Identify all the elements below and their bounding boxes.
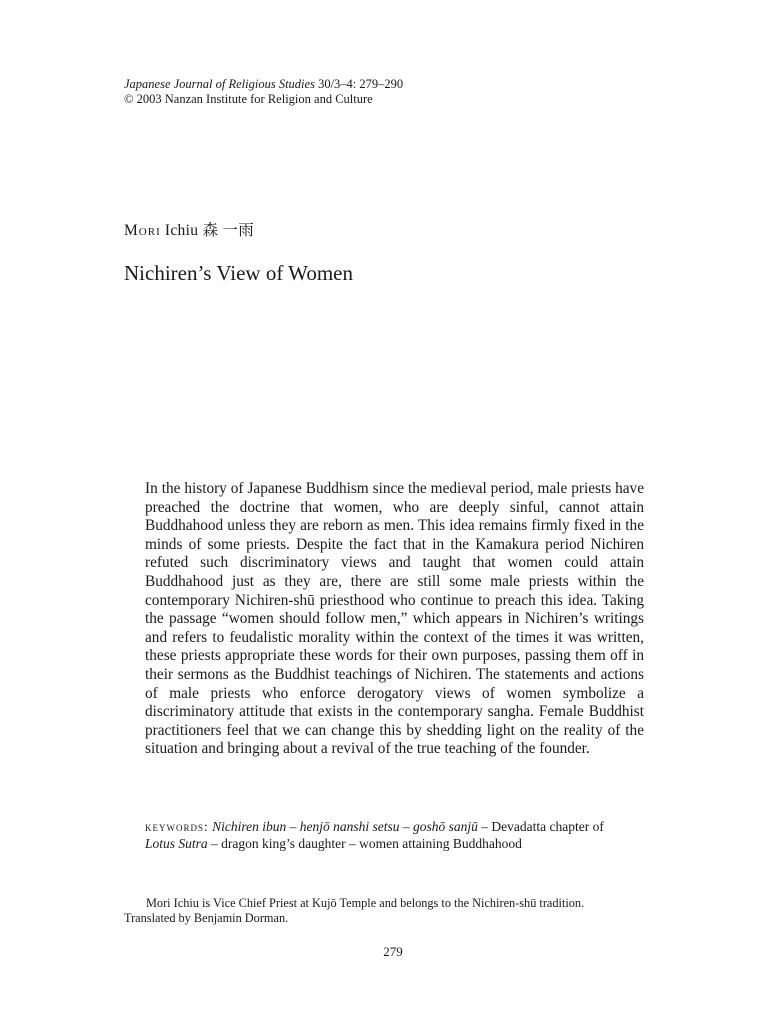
keyword-5: Lotus Sutra [145, 836, 208, 851]
copyright-line: © 2003 Nanzan Institute for Religion and Culture [124, 92, 373, 106]
author-given-name: Ichiu [160, 222, 203, 239]
keyword-6: – dragon king’s daughter – women attaining Buddhahood [207, 836, 522, 851]
article-title: Nichiren’s View of Women [124, 261, 353, 285]
journal-citation [124, 77, 403, 92]
journal-header [124, 77, 403, 107]
keyword-4: – Devadatta chapter of [477, 819, 604, 834]
journal-name: Japanese Journal of Religious Studies [124, 77, 315, 91]
keyword-1: Nichiren ibun [212, 819, 287, 834]
keyword-sep-2: – [399, 819, 413, 834]
keywords-label: keywords: [145, 819, 209, 834]
keyword-2: henjō nanshi setsu [299, 819, 400, 834]
author-kanji: 森 一雨 [202, 222, 255, 239]
footnote-line-2: Translated by Benjamin Dorman. [124, 911, 289, 925]
page-number: 279 [383, 944, 403, 959]
keyword-3: goshō sanjū [413, 819, 478, 834]
author-line [124, 218, 254, 240]
abstract: In the history of Japanese Buddhism since the medieval period, male priests have preached the doctrine that women, who are deeply sinful, cannot attain Buddhahood unless they are reborn as men. This idea remains firmly fixed in the minds of some priests. Despite the fact that in the Kamakura period Nichiren refuted such discriminatory views and taught that women could attain Buddhahood just as they are, there are still some male priests within the contemporary Nichiren-shū priesthood who continue to preach this idea. Taking the passage “women should follow men,” which appears in Nichiren’s writings and refers to feudalistic morality within the context of the times it was written, these priests appropriate these words for their own purposes, passing them off in their sermons as the Buddhist teachings of Nichiren. The statements and actions of male priests who enforce derogatory views of women symbolize a discriminatory attitude that exists in the contemporary sangha. Female Buddhist practitioners feel that we can change this by shedding light on the reality of the situation and bringing about a revival of the true teaching of the founder. [145, 480, 644, 758]
keyword-sep-1: – [286, 819, 300, 834]
author-footnote [124, 896, 664, 926]
keywords [145, 818, 665, 852]
author-surname: Mori [124, 222, 161, 239]
footnote-line-1: Mori Ichiu is Vice Chief Priest at Kujō Temple and belongs to the Nichiren-shū tradition. [146, 896, 585, 910]
journal-volume-pages: 30/3–4: 279–290 [314, 77, 404, 91]
